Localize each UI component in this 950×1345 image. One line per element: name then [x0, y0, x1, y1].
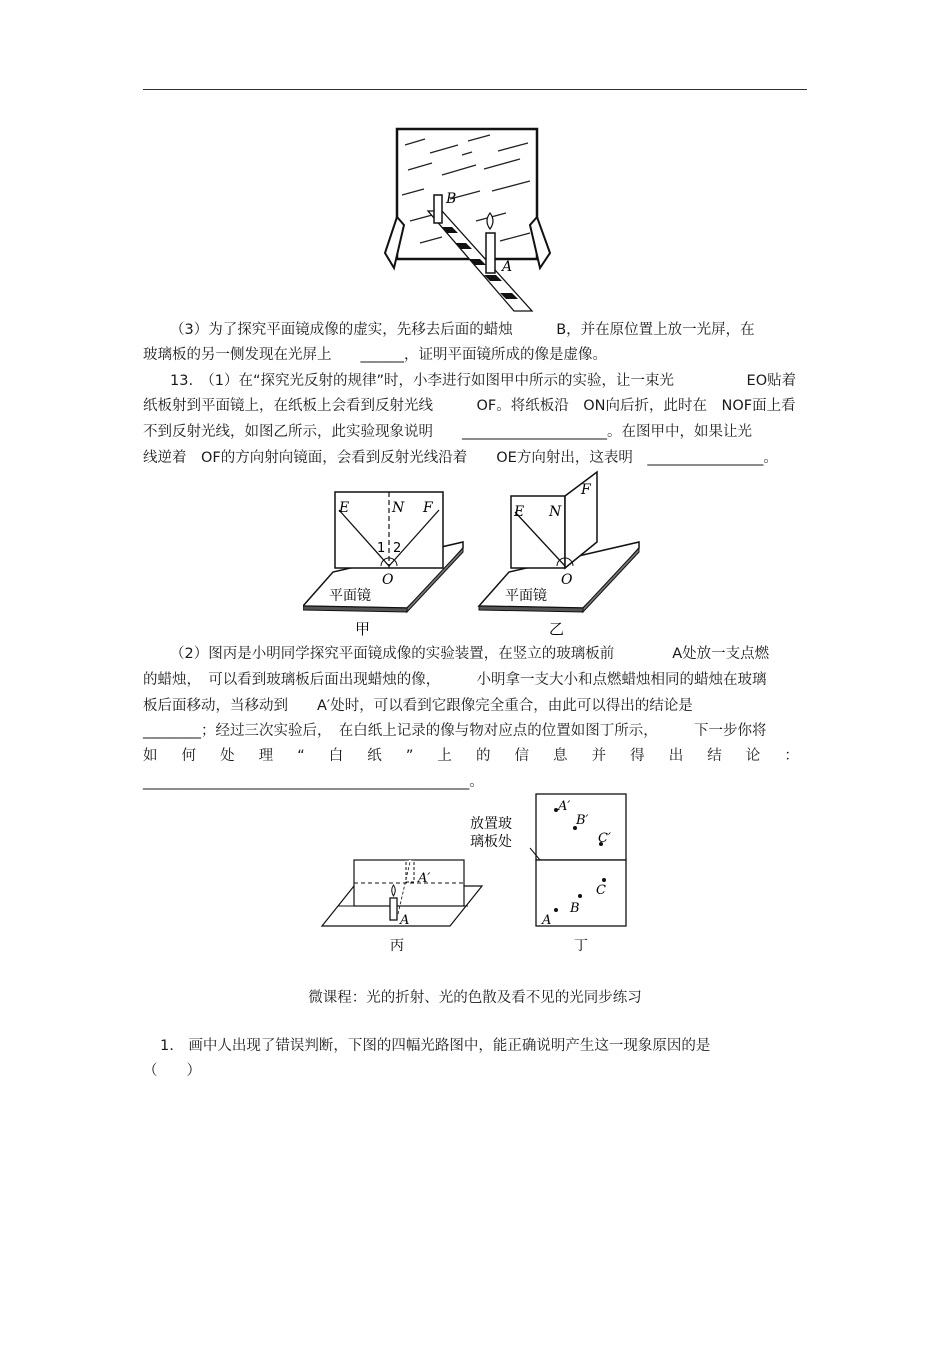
char: 得	[630, 748, 645, 764]
jia-angle-1: 1	[377, 541, 386, 556]
yi-label-o: O	[561, 572, 573, 588]
q13-1-line-1: 13. （1）在“探究光反射的规律”时，小李进行如图甲中所示的实验，让一束光 EO贴着	[170, 373, 797, 389]
q13-1-line-3: 不到反射光线，如图乙所示，此实验现象说明 ____________________。在图甲中，如果让光	[143, 424, 752, 440]
figure-bing	[322, 860, 482, 954]
yi-label-e: E	[514, 504, 525, 520]
q13-1-line-2: 纸板射到平面镜上，在纸板上会看到反射光线 OF。将纸板沿 ON向后折，此时在 NOF面上看	[143, 398, 796, 414]
q1-line-2: （ ）	[143, 1063, 201, 1079]
ding-note-line-2: 璃板处	[470, 834, 512, 850]
section-title: 微课程：光的折射、光的色散及看不见的光同步练习	[308, 990, 642, 1006]
yi-caption: 乙	[549, 620, 565, 638]
jia-label-f: F	[423, 500, 433, 516]
char: 上	[437, 748, 452, 764]
ding-label-c-prime: C′	[598, 831, 611, 846]
char: 白	[328, 748, 344, 764]
bing-ding-figure	[318, 790, 638, 955]
yi-label-n: N	[549, 504, 562, 520]
bing-label-a-prime: A′	[418, 871, 431, 886]
q13-2-line-6: _____________________________________________。	[143, 774, 484, 790]
yi-label-f: F	[581, 482, 591, 498]
char: ：	[784, 748, 799, 764]
char: 纸	[367, 748, 382, 764]
ding-label-a-prime: A′	[558, 799, 571, 814]
q13-2-line-4: ________；经过三次实验后， 在白纸上记录的像与物对应点的位置如图丁所示， 下一步你将	[143, 723, 767, 739]
jia-caption: 甲	[355, 620, 371, 638]
char: 的	[475, 748, 491, 764]
ding-note-line-1: 放置玻	[470, 816, 512, 832]
char: 论	[745, 748, 761, 764]
ding-label-b: B	[570, 901, 580, 916]
jia-label-o: O	[382, 572, 394, 588]
q12-3-line-2: 玻璃板的另一侧发现在光屏上 ______，证明平面镜所成的像是虚像。	[143, 347, 607, 363]
char: “	[297, 748, 305, 764]
yi-mirror-label: 平面镜	[505, 588, 547, 604]
label-a: A	[502, 259, 513, 275]
ding-caption: 丁	[574, 938, 588, 954]
char: 处	[220, 748, 235, 764]
reflection-figure	[303, 470, 645, 640]
figure-jia	[303, 492, 463, 638]
q13-2-line-5	[143, 746, 799, 766]
bing-label-a: A	[400, 913, 410, 928]
ding-label-a: A	[542, 913, 552, 928]
bing-caption: 丙	[390, 938, 404, 954]
q12-3-line-1: （3）为了探究平面镜成像的虚实，先移去后面的蜡烛 B，并在原位置上放一光屏，在	[170, 322, 755, 338]
q13-2-line-1: （2）图丙是小明同学探究平面镜成像的实验装置，在竖立的玻璃板前 A处放一支点燃	[170, 646, 770, 662]
header-rule	[143, 89, 807, 90]
char: 何	[181, 748, 197, 764]
jia-label-e: E	[339, 500, 350, 516]
q13-1-line-4: 线逆着 OF的方向射向镜面，会看到反射光线沿着 OE方向射出，这表明 ________________。	[143, 450, 778, 466]
char: 信	[514, 748, 529, 764]
char: 如	[143, 748, 158, 764]
label-b: B	[446, 191, 457, 207]
char: 并	[591, 748, 607, 764]
char: 息	[553, 748, 568, 764]
jia-label-n: N	[392, 500, 405, 516]
q13-2-line-3: 板后面移动，当移动到 A′处时，可以看到它跟像完全重合，由此可以得出的结论是	[143, 698, 693, 714]
char: 结	[707, 748, 722, 764]
q13-2-line-2: 的蜡烛， 可以看到玻璃板后面出现蜡烛的像， 小明拿一支大小和点燃蜡烛相同的蜡烛在玻璃	[143, 672, 767, 688]
q1-line-1: 1. 画中人出现了错误判断，下图的四幅光路图中，能正确说明产生这一现象原因的是	[160, 1038, 711, 1054]
figure-ding	[470, 794, 626, 954]
figure-yi	[479, 472, 639, 638]
char: 出	[668, 748, 684, 764]
mirror-setup-figure	[380, 125, 555, 315]
jia-angle-2: 2	[393, 541, 402, 556]
ding-label-c: C	[596, 883, 606, 898]
jia-mirror-label: 平面镜	[329, 588, 371, 604]
ding-label-b-prime: B′	[576, 813, 589, 828]
char: 理	[258, 748, 274, 764]
char: ”	[405, 748, 414, 764]
